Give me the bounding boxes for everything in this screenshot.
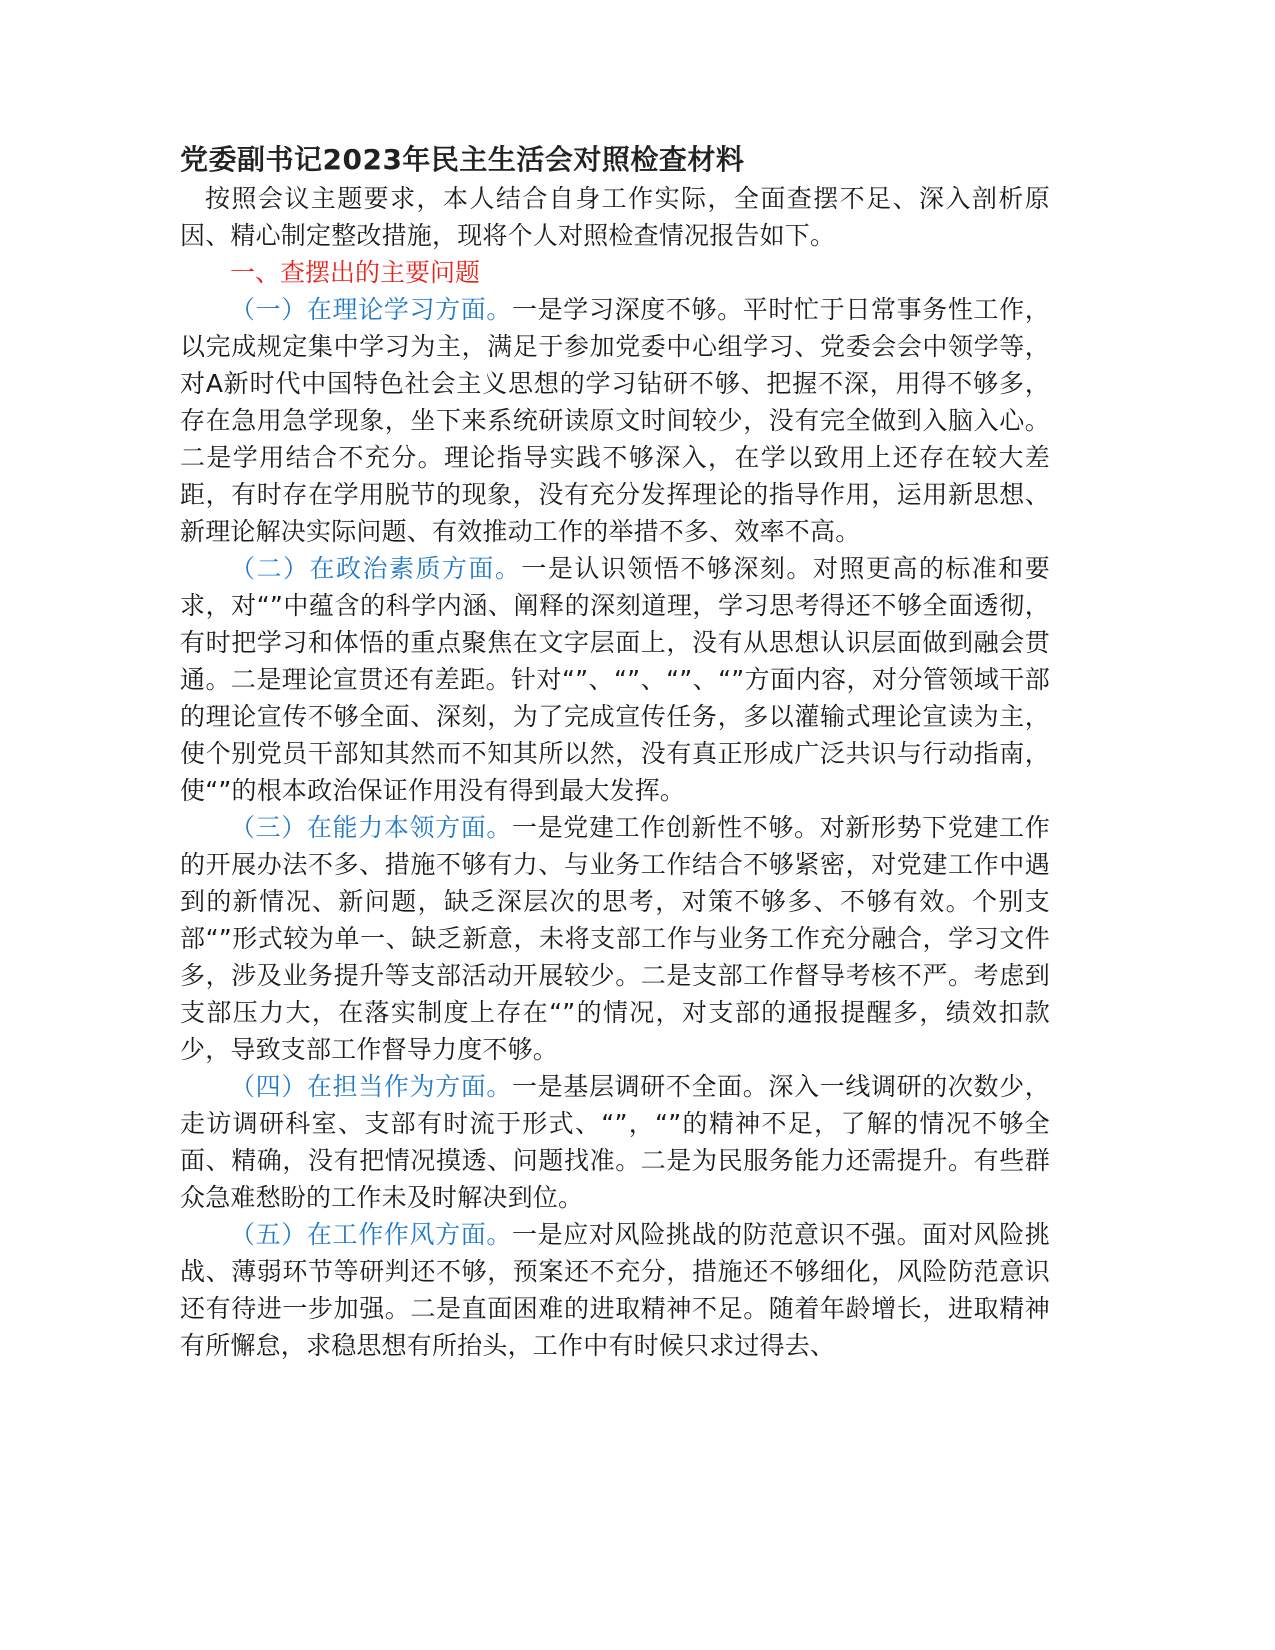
document-page (180, 140, 1050, 1364)
item-body: 一是党建工作创新性不够。对新形势下党建工作的开展办法不多、措施不够有力、与业务工作结合不够紧密，对党建工作中遇到的新情况、新问题，缺乏深层次的思考，对策不够多、不够有效。个别支部“”形式较为单一、缺乏新意，未将支部工作与业务工作充分融合，学习文件多，涉及业务提升等支部活动开展较少。二是支部工作督导考核不严。考虑到支部压力大，在落实制度上存在“”的情况，对支部的通报提醒多，绩效扣款少，导致支部工作督导力度不够。 (180, 813, 1051, 1064)
item-body: 一是应对风险挑战的防范意识不强。面对风险挑战、薄弱环节等研判还不够，预案还不充分，措施还不够细化，风险防范意识还有待进一步加强。二是直面困难的进取精神不足。随着年龄增长，进取精神有所懈怠，求稳思想有所抬头，工作中有时候只求过得去、 (180, 1220, 1051, 1360)
item-heading: （三）在能力本领方面。 (230, 813, 513, 842)
document-title: 党委副书记2023年民主生活会对照检查材料 (180, 143, 745, 176)
item-heading: （五）在工作作风方面。 (230, 1220, 513, 1249)
item-political-quality (180, 550, 1050, 809)
item-ability (180, 809, 1050, 1068)
item-body: 一是认识领悟不够深刻。对照更高的标准和要求，对“”中蕴含的科学内涵、阐释的深刻道理，学习思考得还不够全面透彻，有时把学习和体悟的重点聚焦在文字层面上，没有从思想认识层面做到融会贯通。二是理论宣贯还有差距。针对“”、“”、“”、“”方面内容，对分管领域干部的理论宣传不够全面、深刻，为了完成宣传任务，多以灌输式理论宣读为主，使个别党员干部知其然而不知其所以然，没有真正形成广泛共识与行动指南，使“”的根本政治保证作用没有得到最大发挥。 (180, 554, 1050, 805)
item-heading: （二）在政治素质方面。 (230, 554, 522, 583)
item-body: 一是学习深度不够。平时忙于日常事务性工作，以完成规定集中学习为主，满足于参加党委中心组学习、党委会会中领学等，对A新时代中国特色社会主义思想的学习钻研不够、把握不深，用得不够多，存在急用急学现象，坐下来系统研读原文时间较少，没有完全做到入脑入心。二是学用结合不充分。理论指导实践不够深入，在学以致用上还存在较大差距，有时存在学用脱节的现象，没有充分发挥理论的指导作用，运用新思想、新理论解决实际问题、有效推动工作的举措不多、效率不高。 (180, 295, 1051, 546)
item-heading: （一）在理论学习方面。 (230, 295, 513, 324)
item-responsibility (180, 1068, 1050, 1216)
item-body: 一是基层调研不全面。深入一线调研的次数少，走访调研科室、支部有时流于形式、“”，“”的精神不足，了解的情况不够全面、精确，没有把情况摸透、问题找准。二是为民服务能力还需提升。有些群众急难愁盼的工作未及时解决到位。 (180, 1072, 1051, 1212)
item-heading: （四）在担当作为方面。 (230, 1072, 513, 1101)
section-heading-main-problems: 一、查摆出的主要问题 (230, 258, 481, 287)
intro-paragraph: 按照会议主题要求，本人结合自身工作实际，全面查摆不足、深入剖析原因、精心制定整改措施，现将个人对照检查情况报告如下。 (180, 184, 1050, 250)
item-theory-study (180, 291, 1050, 550)
item-work-style (180, 1216, 1050, 1364)
